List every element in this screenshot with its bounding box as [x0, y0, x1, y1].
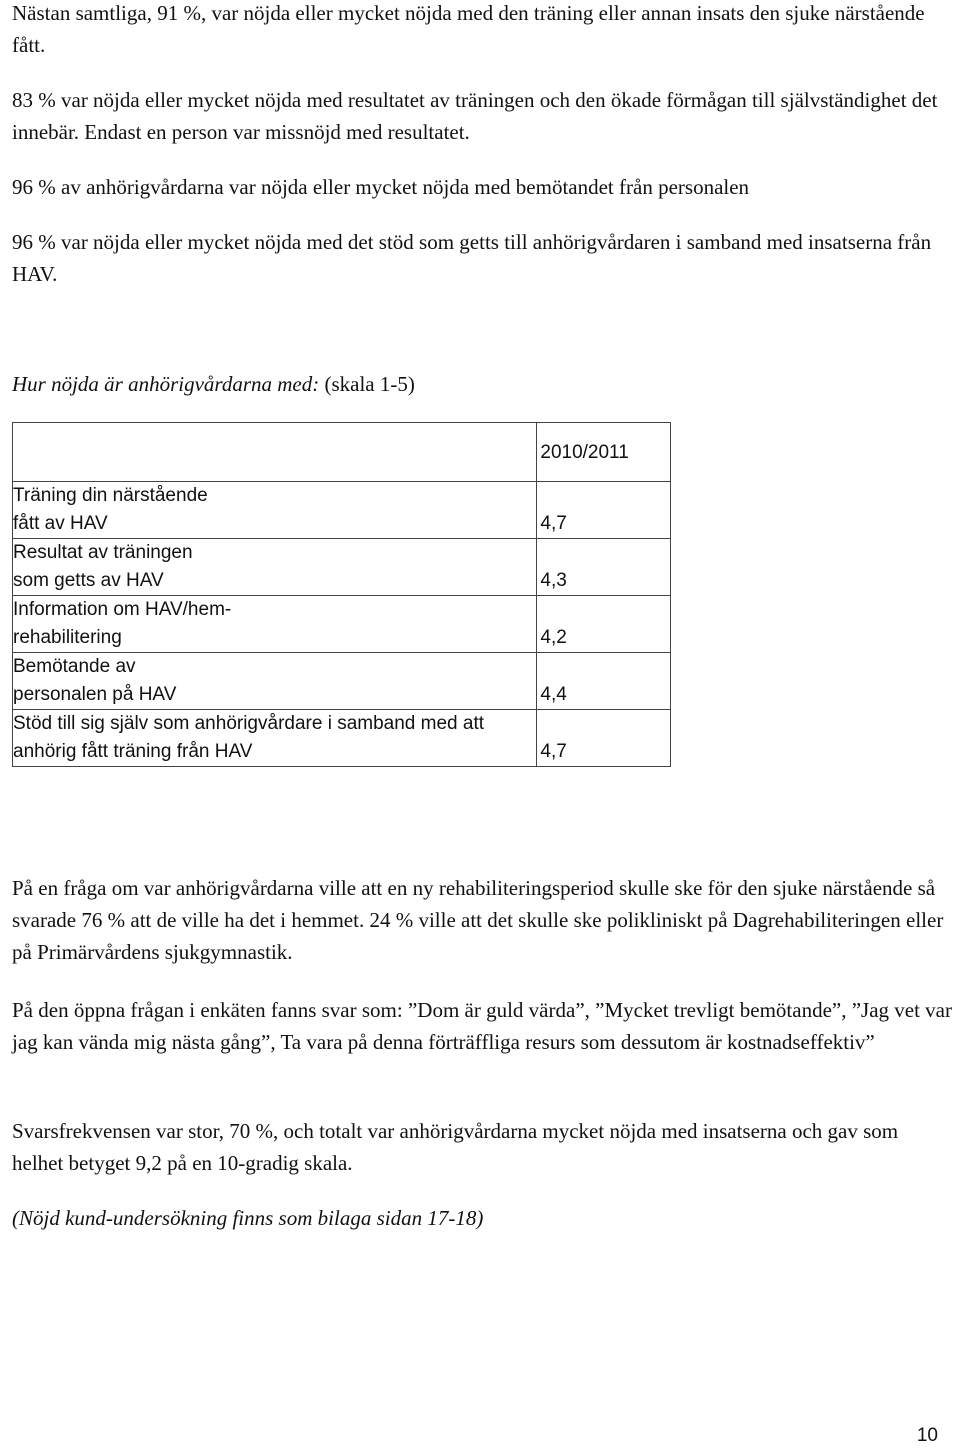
table-row-label: Information om HAV/hem- rehabilitering — [13, 596, 537, 653]
paragraph-satisfaction-training: Nästan samtliga, 91 %, var nöjda eller mycket nöjda med den träning eller annan insats den sjuke närstående fått. — [12, 1, 925, 57]
table-row-label: Stöd till sig själv som anhörigvårdare i samband med att anhörig fått träning från HAV — [13, 710, 537, 767]
table-row-value: 4,7 — [537, 710, 671, 767]
table-row — [13, 482, 671, 539]
table-row — [13, 710, 671, 767]
table-row — [13, 539, 671, 596]
paragraph-satisfaction-result: 83 % var nöjda eller mycket nöjda med resultatet av träningen och den ökade förmågan till självständighet det innebär. Endast en person var missnöjd med resultatet. — [12, 88, 938, 144]
paragraph-appendix-reference: (Nöjd kund-undersökning finns som bilaga sidan 17-18) — [12, 1206, 484, 1230]
table-row — [13, 596, 671, 653]
paragraph-response-rate: Svarsfrekvensen var stor, 70 %, och totalt var anhörigvårdarna mycket nöjda med insatserna och gav som helhet betyget 9,2 på en 10-gradig skala. — [12, 1119, 899, 1175]
paragraph-rehab-location: På en fråga om var anhörigvårdarna ville att en ny rehabiliteringsperiod skulle ske för den sjuke närstående så svarade 76 % att de ville ha det i hemmet. 24 % ville att det skulle ske polikliniskt på Dagrehabiliteringen eller på Primärvårdens sjukgymnastik. — [12, 876, 944, 964]
table-caption-scale: (skala 1-5) — [319, 372, 415, 396]
table-header-empty-cell — [13, 423, 537, 482]
table-row-label: Resultat av träningen som getts av HAV — [13, 539, 537, 596]
paragraph-open-answers: På den öppna frågan i enkäten fanns svar som: ”Dom är guld värda”, ”Mycket trevligt bemötande”, ”Jag vet var jag kan vända mig nästa gång”, Ta vara på denna förträffliga resurs som dessutom är kostnadseffektiv” — [12, 998, 952, 1054]
paragraph-satisfaction-staff: 96 % av anhörigvårdarna var nöjda eller mycket nöjda med bemötandet från personalen — [12, 175, 750, 199]
table-header-year: 2010/2011 — [537, 423, 671, 482]
table-caption-italic: Hur nöjda är anhörigvårdarna med: — [12, 372, 320, 396]
table-row-label: Bemötande av personalen på HAV — [13, 653, 537, 710]
table-row-value: 4,7 — [537, 482, 671, 539]
table-row-label: Träning din närstående fått av HAV — [13, 482, 537, 539]
table-row-value: 4,3 — [537, 539, 671, 596]
table-row-value: 4,4 — [537, 653, 671, 710]
paragraph-satisfaction-support: 96 % var nöjda eller mycket nöjda med det stöd som getts till anhörigvårdaren i samband med insatserna från HAV. — [12, 230, 932, 286]
table-header-row — [13, 423, 671, 482]
table-row-value: 4,2 — [537, 596, 671, 653]
page-number: 10 — [916, 1425, 938, 1446]
table-caption — [12, 368, 952, 400]
table-row — [13, 653, 671, 710]
satisfaction-table — [12, 422, 671, 767]
